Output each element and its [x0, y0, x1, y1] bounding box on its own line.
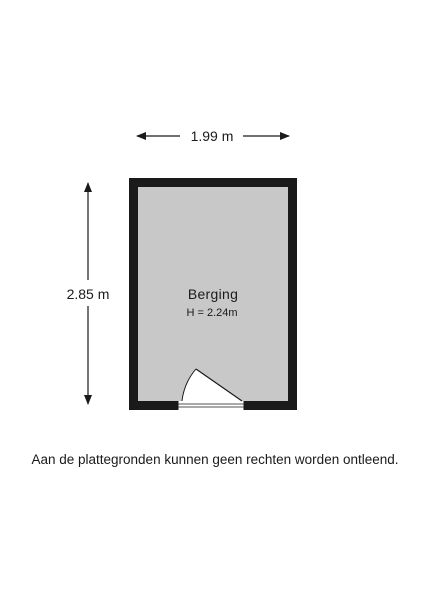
- room-name-label: Berging: [187, 286, 239, 302]
- disclaimer-text: Aan de plattegronden kunnen geen rechten worden ontleend.: [31, 452, 399, 467]
- width-dimension-label: 1.99 m: [190, 128, 234, 144]
- room-height-label: H = 2.24m: [186, 307, 238, 319]
- door-opening: [178, 401, 244, 410]
- length-dimension-label: 2.85 m: [66, 286, 110, 302]
